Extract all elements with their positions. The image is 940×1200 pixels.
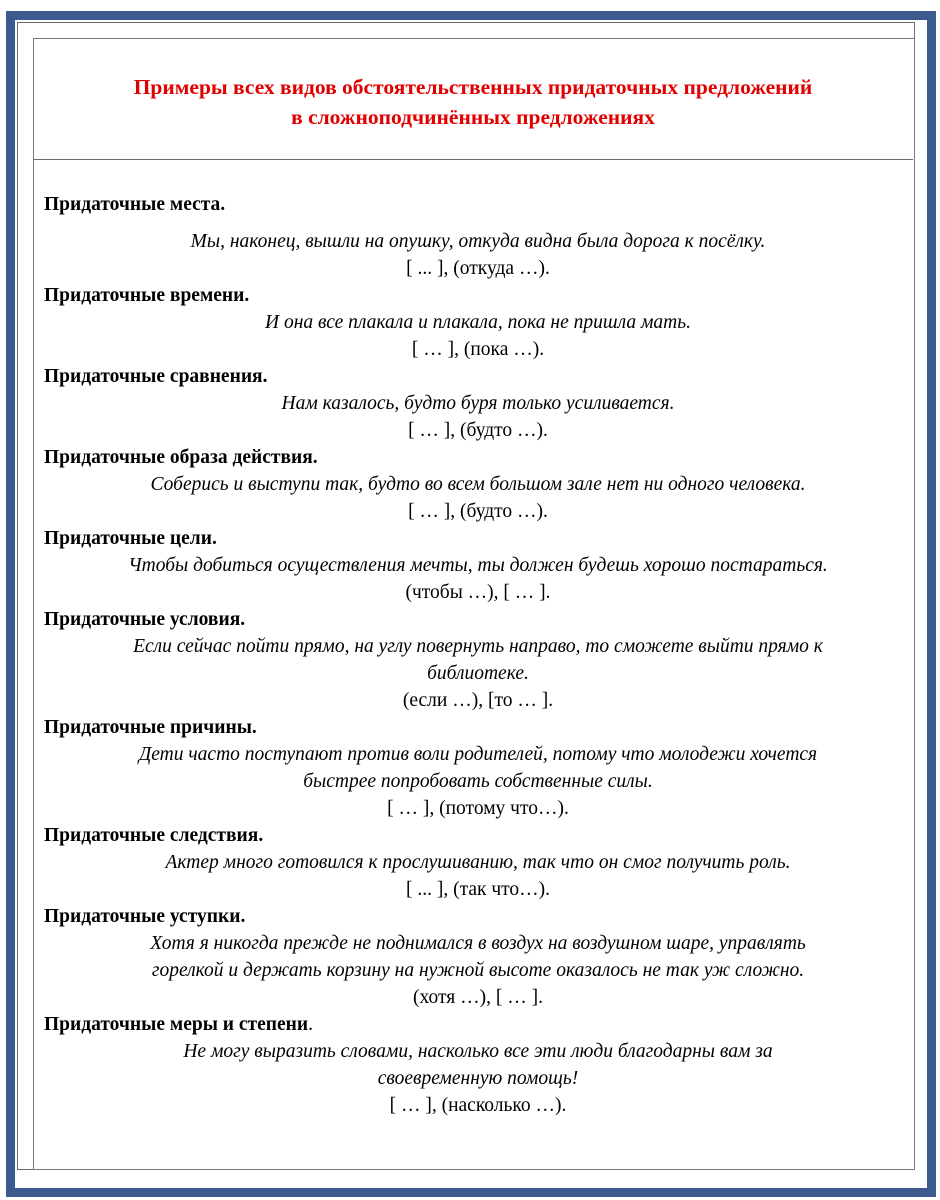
section-heading (44, 1012, 912, 1038)
sentence-scheme: [ … ], (пока …). (411, 339, 545, 360)
section-consequence (44, 823, 912, 904)
example-sentence: Мы, наконец, вышли на опушку, откуда видна была дорога к посёлку. (190, 231, 766, 252)
section-concession (44, 904, 912, 1012)
section-cause (44, 715, 912, 823)
sentence-scheme: (хотя …), [ … ]. (413, 987, 543, 1008)
section-manner (44, 445, 912, 526)
section-heading: Придаточные условия. (44, 609, 246, 630)
example-sentence-line-1: Если сейчас пойти прямо, на углу повернуть направо, то сможете выйти прямо к (133, 636, 823, 657)
example-sentence-line-1: Дети часто поступают против воли родителей, потому что молодежи хочется (138, 744, 818, 765)
section-heading-text: Придаточные меры и степени (44, 1014, 309, 1035)
page-title-line-1: Примеры всех видов обстоятельственных придаточных предложений (133, 74, 813, 99)
section-condition (44, 607, 912, 715)
example-sentence: Нам казалось, будто буря только усиливается. (281, 393, 675, 414)
example-sentence-line-1: Хотя я никогда прежде не поднимался в воздух на воздушном шаре, управлять (150, 933, 806, 954)
sentence-scheme: [ … ], (потому что…). (387, 798, 569, 819)
example-sentence-line-2: своевременную помощь! (377, 1068, 579, 1089)
example-sentence-line-2: библиотеке. (427, 663, 529, 684)
section-heading: Придаточные сравнения. (44, 366, 268, 387)
section-place (44, 192, 912, 283)
content-body (44, 192, 912, 1120)
title-block (33, 38, 913, 160)
section-heading: Придаточные цели. (44, 528, 217, 549)
section-heading: Придаточные следствия. (44, 825, 264, 846)
example-sentence-line-1: Не могу выразить словами, насколько все эти люди благодарны вам за (183, 1041, 773, 1062)
section-heading-period: . (308, 1014, 314, 1035)
section-heading: Придаточные причины. (44, 717, 257, 738)
section-comparison (44, 364, 912, 445)
sentence-scheme: [ ... ], (так что…). (405, 879, 551, 900)
example-sentence: Актер много готовился к прослушиванию, так что он смог получить роль. (165, 852, 791, 873)
section-heading: Придаточные места. (44, 194, 226, 215)
section-heading: Придаточные времени. (44, 285, 250, 306)
sentence-scheme: (чтобы …), [ … ]. (405, 582, 551, 603)
sentence-scheme: (если …), [то … ]. (402, 690, 554, 711)
sentence-scheme: [ … ], (будто …). (408, 501, 548, 522)
section-purpose (44, 526, 912, 607)
section-degree (44, 1012, 912, 1120)
section-heading: Придаточные образа действия. (44, 447, 318, 468)
example-sentence-line-2: быстрее попробовать собственные силы. (303, 771, 653, 792)
example-sentence-line-2: горелкой и держать корзину на нужной высоте оказалось не так уж сложно. (151, 960, 805, 981)
example-sentence: И она все плакала и плакала, пока не пришла мать. (265, 312, 691, 333)
sentence-scheme: [ … ], (будто …). (408, 420, 548, 441)
section-heading: Придаточные уступки. (44, 906, 246, 927)
page-title-line-2: в сложноподчинённых предложениях (291, 104, 655, 129)
example-sentence: Соберись и выступи так, будто во всем большом зале нет ни одного человека. (150, 474, 806, 495)
section-time (44, 283, 912, 364)
sentence-scheme: [ … ], (насколько …). (389, 1095, 567, 1116)
sentence-scheme: [ ... ], (откуда …). (406, 258, 550, 279)
example-sentence: Чтобы добиться осуществления мечты, ты должен будешь хорошо постараться. (128, 555, 828, 576)
